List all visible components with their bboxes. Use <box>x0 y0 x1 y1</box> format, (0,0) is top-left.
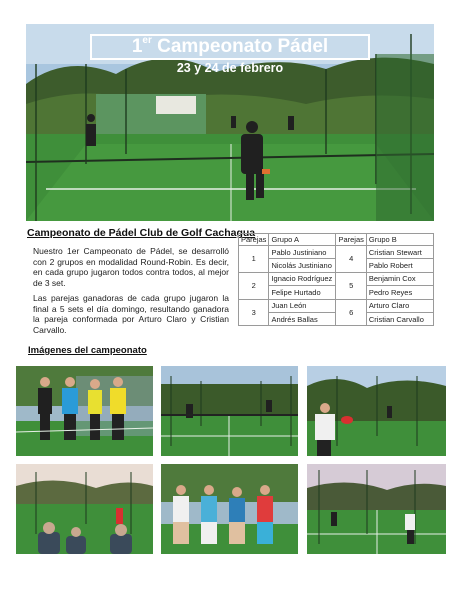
hero-date: 23 y 24 de febrero <box>176 61 284 75</box>
table-header: Parejas <box>336 234 366 246</box>
pair-number: 5 <box>336 272 366 299</box>
hero-photo <box>26 24 434 221</box>
pair-number: 3 <box>239 299 269 326</box>
paragraph-intro: Nuestro 1er Campeonato de Pádel, se desarrolló con 2 grupos en modalidad Round-Robin. Es decir, en cada grupo jugaron todos contra todos, al mejor de 3 set. <box>33 246 229 288</box>
photo-spectators <box>16 464 153 554</box>
pair-number: 6 <box>336 299 366 326</box>
player-name: Felipe Hurtado <box>269 286 336 299</box>
player-name: Cristian Carvallo <box>366 312 433 325</box>
photo-court-action <box>161 366 298 456</box>
player-name: Andrés Ballas <box>269 312 336 325</box>
table-header-row <box>239 234 434 246</box>
photo-player-hitting <box>307 366 446 456</box>
player-name: Benjamin Cox <box>366 272 433 285</box>
pair-number: 1 <box>239 246 269 273</box>
table-header: Parejas <box>239 234 269 246</box>
player-name: Ignacio Rodríguez <box>269 272 336 285</box>
table-header: Grupo B <box>366 234 433 246</box>
table-header: Grupo A <box>269 234 336 246</box>
hero-title <box>90 34 370 60</box>
title-ordinal: 1 <box>131 36 143 57</box>
pair-number: 2 <box>239 272 269 299</box>
player-name: Cristian Stewart <box>366 246 433 259</box>
photo-finalists <box>161 464 298 554</box>
table-row <box>239 272 434 285</box>
player-name: Arturo Claro <box>366 299 433 312</box>
section-heading: Campeonato de Pádel Club de Golf Cachagua <box>27 227 256 239</box>
player-name: Pablo Robert <box>366 259 433 272</box>
player-name: Juan León <box>269 299 336 312</box>
title-ordinal-sup: er <box>142 35 152 46</box>
photo-players-group <box>16 366 153 456</box>
table-row <box>239 299 434 312</box>
player-name: Pablo Justiniano <box>269 246 336 259</box>
pairs-table <box>238 233 434 326</box>
photo-court-evening <box>307 464 446 554</box>
table-row <box>239 246 434 259</box>
images-heading: Imágenes del campeonato <box>28 345 147 356</box>
paragraph-result: Las parejas ganadoras de cada grupo jugaron la final a 5 sets el día domingo, resultando ganadora la pareja conformada por Arturo Claro y Cristian Carvallo. <box>33 293 229 335</box>
pair-number: 4 <box>336 246 366 273</box>
title-main: Campeonato Pádel <box>157 36 329 57</box>
player-name: Pedro Reyes <box>366 286 433 299</box>
player-name: Nicolás Justiniano <box>269 259 336 272</box>
